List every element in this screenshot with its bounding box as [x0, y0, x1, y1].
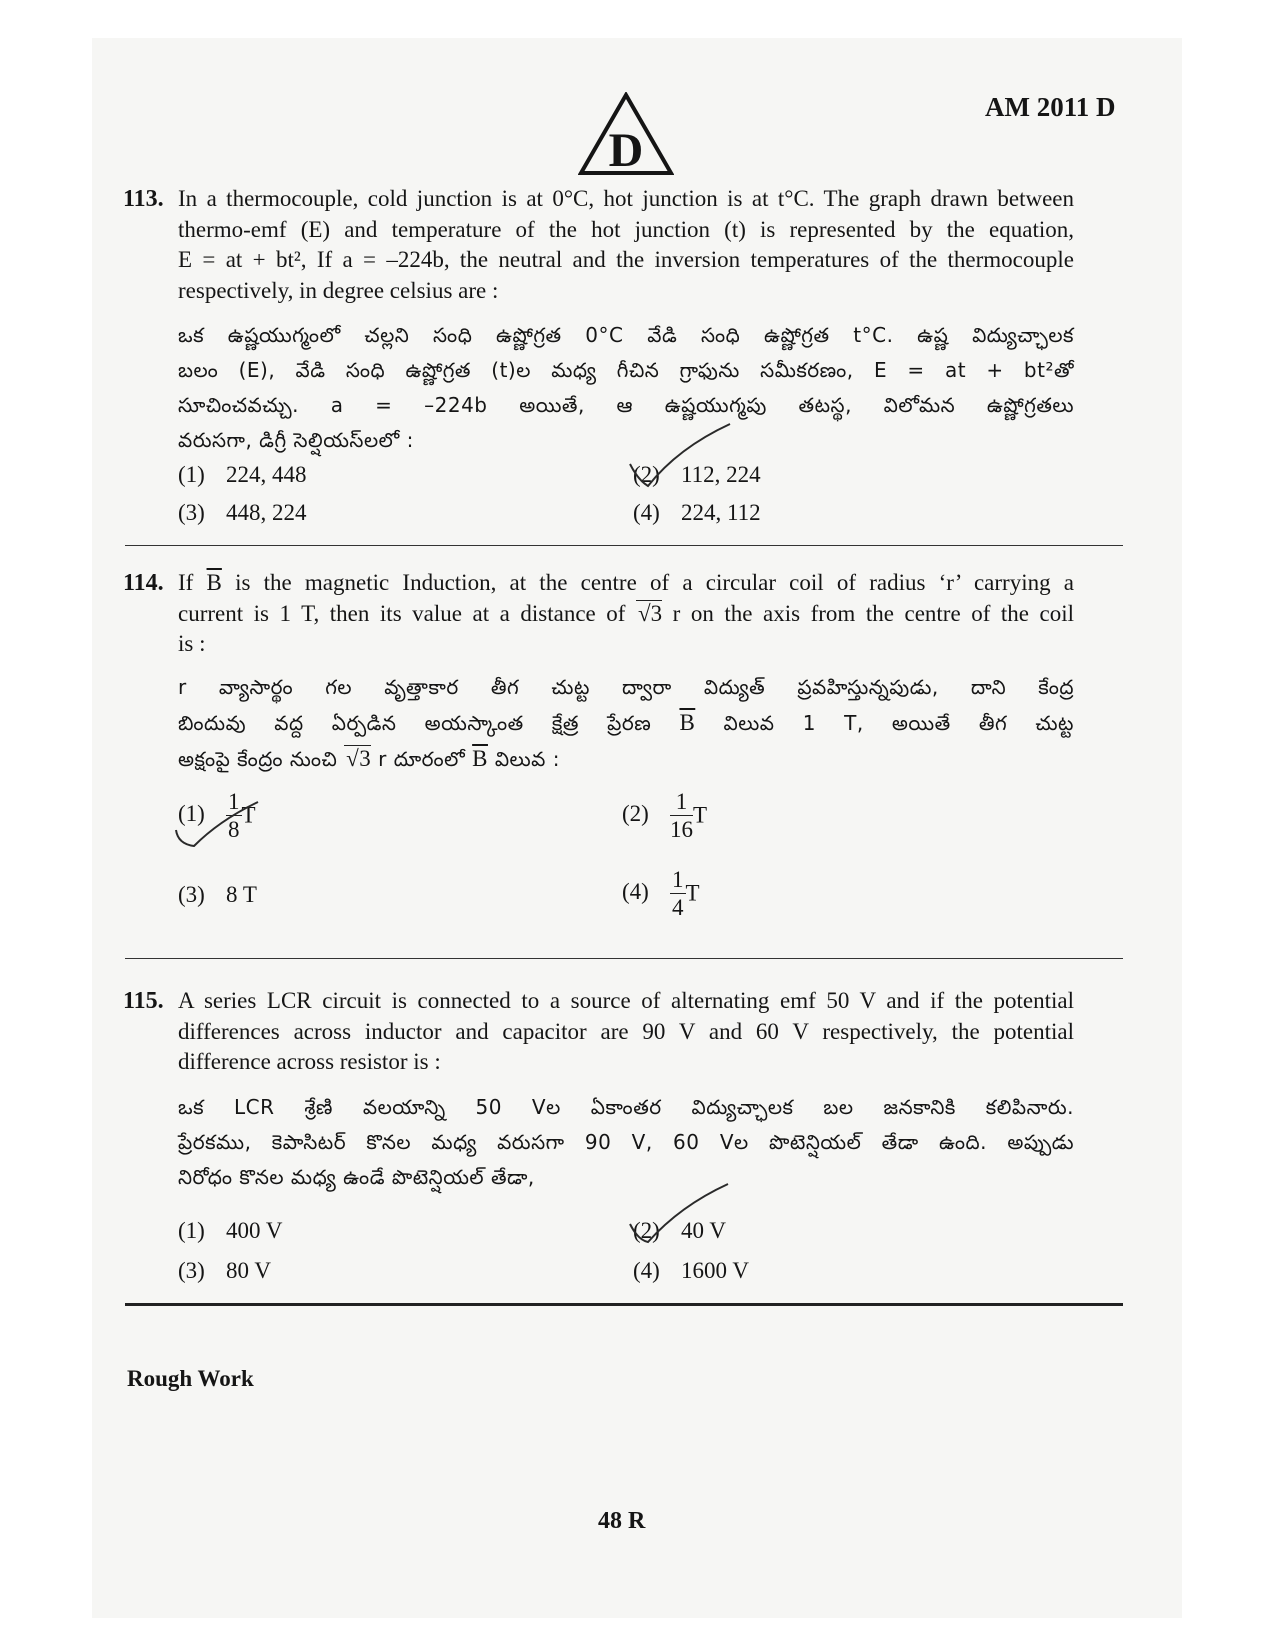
option-number: (1) [178, 462, 205, 487]
option-number: (4) [622, 878, 649, 904]
question-113-english [178, 184, 1074, 306]
option-text: 224, 448 [226, 462, 307, 487]
rough-work-divider [125, 1303, 1123, 1306]
option-text: 400 V [226, 1218, 283, 1243]
option-number: (2) [622, 800, 649, 826]
option-number: (3) [178, 500, 205, 525]
q113-option-4[interactable] [633, 500, 761, 526]
numerator: 1 [672, 867, 684, 892]
q113-en-line: E = at + bt², If a = –224b, the neutral and the inversion temperatures of the thermocouple [178, 247, 1074, 272]
option-text: 112, 224 [681, 462, 761, 487]
question-114-number: 114. [123, 570, 164, 596]
option-text: 448, 224 [226, 500, 307, 525]
option-number: (1) [178, 1218, 205, 1243]
q113-en-line: respectively, in degree celsius are : [178, 277, 499, 303]
q115-tick-mark-icon [618, 1180, 738, 1252]
question-divider [125, 958, 1123, 959]
option-text: 40 V [681, 1218, 726, 1243]
q114-en-text: current is 1 T, then its value at a distance of [178, 600, 626, 626]
option-text: 1600 V [681, 1258, 749, 1283]
question-114-english [178, 568, 1074, 660]
q115-te-line: ప్రేరకము, కెపాసిటర్ కొనల మధ్య వరుసగా 90 V, 60 Vల పొటెన్షియల్ తేడా ఉంది. అప్పుడు [178, 1130, 1074, 1154]
unit: T [685, 880, 700, 906]
q114-en-text: If [178, 570, 194, 595]
option-text: 80 V [226, 1258, 271, 1283]
q114-en-line-3: is : [178, 631, 206, 656]
option-number: (2) [633, 462, 660, 487]
denominator: 4 [672, 895, 684, 920]
magnetic-induction-symbol: $\overline{B}$ [472, 746, 488, 771]
unit: T [693, 802, 708, 828]
q115-te-line: ఒక LCR శ్రేణి వలయాన్ని 50 Vల ఏకాంతర విద్యుచ్ఛాలక బల జనకానికి కలిపినారు. [178, 1095, 1074, 1119]
question-115-english [178, 986, 1074, 1078]
q114-en-text: r on the axis from the centre of the coil [672, 600, 1075, 626]
q115-en-line: differences across inductor and capacitor are 90 V and 60 V respectively, the potential [178, 1018, 1074, 1044]
page-number: 48 R [598, 1508, 646, 1534]
magnetic-induction-symbol: $\overline{B}$ [206, 570, 222, 595]
q114-te-line: r వ్యాసార్థం గల వృత్తాకార తీగ చుట్ట ద్వారా విద్యుత్ ప్రవహిస్తున్నపుడు, దాని కేంద్ర [178, 675, 1074, 699]
magnetic-induction-symbol: $\overline{B}$ [679, 710, 696, 735]
numerator: 1 [670, 790, 693, 816]
fraction [670, 868, 686, 919]
question-113-number: 113. [123, 186, 164, 212]
q114-option-2[interactable] [622, 790, 707, 841]
q114-te-text: బిందువు వద్ద ఏర్పడిన అయస్కాంత క్షేత్ర ప్రేరణ [178, 711, 652, 735]
q115-en-line: A series LCR circuit is connected to a source of alternating emf 50 V and if the potential [178, 988, 1074, 1013]
q114-option-4[interactable] [622, 868, 700, 919]
option-text: 8 T [226, 882, 257, 907]
q114-en-line-1 [178, 568, 1074, 599]
option-number: (3) [178, 882, 205, 907]
question-114-telugu [178, 670, 1074, 777]
exam-code: AM 2011 D [985, 92, 1116, 122]
q114-te-line [178, 705, 1074, 741]
q114-en-text: is the magnetic Induction, at the centre of a circular coil of radius ‘r’ carrying a [235, 570, 1074, 595]
q115-option-1[interactable] [178, 1218, 282, 1244]
q114-te-text: విలువ : [494, 747, 560, 771]
option-number: (2) [633, 1218, 660, 1243]
q114-te-text: అక్షంపై కేంద్రం నుంచి [178, 747, 338, 771]
series-triangle-logo [578, 92, 674, 176]
q113-option-3[interactable] [178, 500, 307, 526]
fraction [670, 790, 693, 841]
numerator: 1 [228, 789, 240, 814]
q113-tick-mark-icon [618, 420, 738, 492]
q114-te-line [178, 741, 1074, 777]
question-divider [125, 545, 1123, 546]
sqrt-three: √3 [638, 600, 663, 626]
q115-option-3[interactable] [178, 1258, 271, 1284]
denominator: 8 [228, 817, 240, 842]
q115-option-4[interactable] [633, 1258, 749, 1284]
option-number: (4) [633, 1258, 660, 1283]
q114-te-text: r దూరంలో [378, 747, 466, 771]
q115-en-line: difference across resistor is : [178, 1049, 441, 1074]
q114-tick-mark-icon [170, 800, 270, 860]
option-text: 224, 112 [681, 500, 761, 525]
q113-en-line: thermo-emf (E) and temperature of the hot junction (t) is represented by the equation, [178, 216, 1074, 242]
rough-work-label: Rough Work [127, 1366, 254, 1391]
q113-option-1[interactable] [178, 462, 307, 488]
q113-te-line: వరుసగా, డిగ్రీ సెల్షియస్‌లలో : [178, 428, 414, 452]
q114-te-text: విలువ 1 T, అయితే తీగ చుట్ట [723, 711, 1074, 735]
sqrt-three: √3 [346, 746, 372, 771]
option-number: (3) [178, 1258, 205, 1283]
q114-en-line-2 [178, 599, 1074, 630]
unit: T [241, 802, 256, 828]
q113-te-line: బలం (E), వేడి సంధి ఉష్ణోగ్రత (t)ల మధ్య గీచిన గ్రాఫును సమీకరణం, E = at + bt²తో [178, 358, 1074, 382]
question-115-number: 115. [123, 988, 164, 1014]
denominator: 16 [670, 817, 693, 842]
q113-en-line: In a thermocouple, cold junction is at 0°C, hot junction is at t°C. The graph drawn between [178, 186, 1074, 211]
q113-te-line: ఒక ఉష్ణయుగ్మంలో చల్లని సంధి ఉష్ణోగ్రత 0°C వేడి సంధి ఉష్ణోగ్రత t°C. ఉష్ణ విద్యుచ్ఛాలక [178, 323, 1074, 347]
series-letter: D [608, 124, 644, 176]
option-number: (1) [178, 800, 205, 826]
q113-te-line: సూచించవచ్చు. a = –224b అయితే, ఆ ఉష్ణయుగ్మపు తటస్థ, విలోమన ఉష్ణోగ్రతలు [178, 393, 1074, 417]
option-number: (4) [633, 500, 660, 525]
q115-te-line: నిరోధం కొనల మధ్య ఉండే పొటెన్షియల్ తేడా, [178, 1165, 535, 1189]
q114-option-3[interactable] [178, 882, 257, 908]
